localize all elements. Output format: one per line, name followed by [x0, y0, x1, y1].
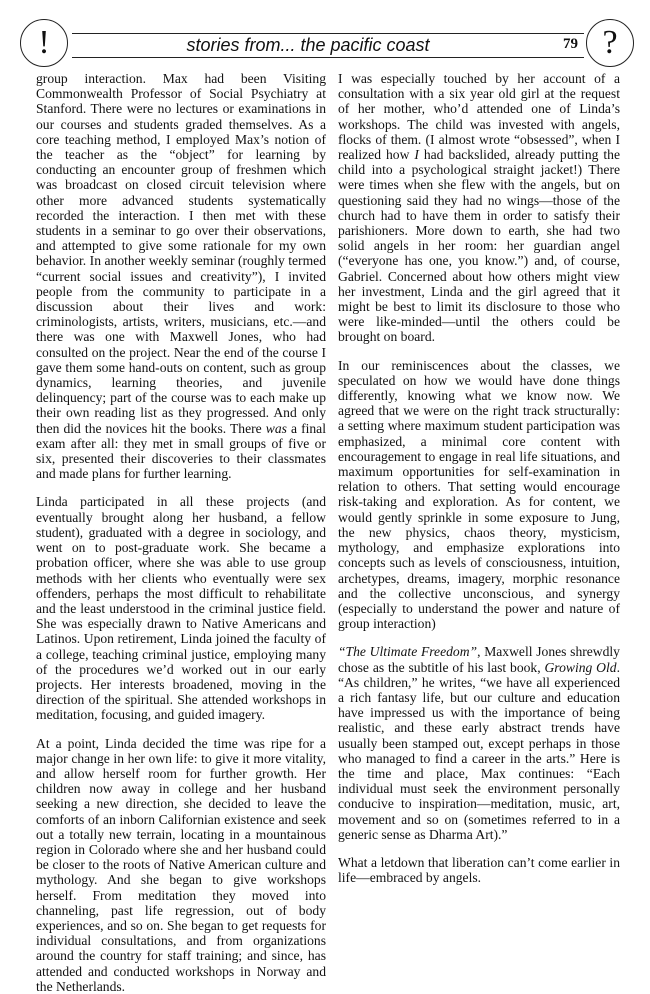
right-column	[338, 71, 620, 885]
text-run: I was especially touched by her account of a consultation with a six year old girl at the request of her mother, who’d attended one of Linda’s workshops. The child was invested with angels, flocks of them. (I almost wrote “obsessed”, when I realized how	[338, 71, 620, 163]
paragraph: What a letdown that liberation can’t come earlier in life—embraced by angels.	[338, 854, 620, 886]
emphasis: “The Ultimate Freedom”	[338, 644, 478, 660]
paragraph	[338, 644, 620, 842]
text-run: , Maxwell Jones shrewdly chose as the subtitle of his last book,	[338, 644, 620, 675]
paragraph	[338, 71, 620, 345]
paragraph: Linda participated in all these projects (and eventually brought along her husband, a fellow student), graduated with a degree in sociology, and went on to post-graduate work. She became a probation officer, where she was able to use group methods with her clients who eventually were sex offenders, perhaps the most difficult to rehabilitate and the least understood in the criminal justice field. She was especially drawn to Native Americans and Latinos. Upon retirement, Linda joined the faculty of a college, teaching criminal justice, employing many of the procedures we’d worked out in our early projects. Her interests broadened, moving in the direction of the spiritual. She attended workshops in meditation, focusing, and guided imagery.	[36, 494, 326, 723]
emphasis: was	[265, 420, 287, 436]
paragraph	[36, 71, 326, 481]
running-title: stories from... the pacific coast	[186, 35, 430, 55]
paragraph: In our reminiscences about the classes, we speculated on how we would have done things differently, knowing what we know now. We agreed that we were on the right track structurally: a setting where maximum student participation was emphasized, a minimal core content with encouragement to engage in real life situations, and maximum opportunities for self-examination in relation to others. That setting would encourage risk-taking and exploration. As for content, we would gently sprinkle in some exposure to Jung, the new physics, chaos theory, mysticism, mythology, and emphasize explorations into concepts such as levels of consciousness, intuition, archetypes, dreams, imagery, morphic resonance and the collective unconscious, and synergy (especially to understand the power and nature of group interaction)	[338, 357, 620, 632]
question-circle-icon: ?	[586, 19, 634, 67]
paragraph: At a point, Linda decided the time was ripe for a major change in her own life: to give it more vitality, and allow herself room for further growth. Her children now away in college and her husband seeking a new direction, she decided to leave the comforts of an inborn Californian existence and seek out a totally new terrain, locating in a mountainous region in Colorado where she and her husband could be closer to the roots of Native American culture and mythology. And she began to give workshops herself. From meditation they moved into channeling, past life regression, out of body experiences, and so on. She began to get requests for individual consultations, and from organizations around the country for staff training; and since, has attended and conducted workshops in Norway and the Netherlands.	[36, 735, 326, 994]
text-run: group interaction. Max had been Visiting Commonwealth Professor of Social Psychiatry at Stanford. There were no lectures or examinations in our courses and students graded themselves. As a core teaching method, I employed Max’s notion of the teacher as the “object” for learning by conducting an encounter group of freshmen which was broadcast on closed circuit television where other more advanced students systematically recorded the interaction. I then met with these students in a seminar to go over their observations, and attempted to give some rationale for my own behavior. In another weekly seminar (roughly termed “current social issues and creativity”), I invited people from the community to participate in a discussion about their lives and work: criminologists, artists, writers, musicians, etc.—and there was one with Maxwell Jones, who had consulted on the project. Near the end of the course I gave them some hand-outs on content, such as group dynamics, learning theories, and juvenile delinquency; part of the course was to each make up their own reading list as they progressed. And only then did the novices hit the books. There	[36, 71, 326, 436]
book-title: Growing Old	[544, 659, 617, 675]
exclamation-circle-icon: !	[20, 19, 68, 67]
text-run: a final exam after all: they met in small groups of five or six, presented their discoveries to their classmates and made plans for further learning.	[36, 420, 326, 482]
text-run: had backslided, already putting the child into a psychological straight jacket!) There were times when she flew with the angels, but on questioning said they had no wings—those of the church had to have them in order to satisfy their parishioners. More down to earth, she had two solid angels in her room: her guardian angel (“everyone has one, you know.”) and, of course, Gabriel. Concerned about how others might view her investment, Linda and the girl agreed that it might be best to limit its disclosure to those who were like-minded—until the others could be brought on board.	[338, 147, 620, 345]
header-title-bar	[72, 33, 584, 58]
emphasis: I	[414, 147, 419, 163]
page-number: 79	[563, 36, 578, 52]
text-run: . “As children,” he writes, “we have all experienced a rich fantasy life, but our culture and education have impressed us with the importance of being realistic, and these early abstract trends have usually been stamped out, except perhaps in those who managed to find a career in the arts.” Here is the time and place, Max continues: “Each individual must seek the environment personally conducive to inspiration—meditation, music, art, movement and so on (sometimes referred to in a generic sense as Dharma Art).”	[338, 659, 620, 842]
page-header	[14, 15, 638, 71]
left-column	[36, 71, 326, 994]
